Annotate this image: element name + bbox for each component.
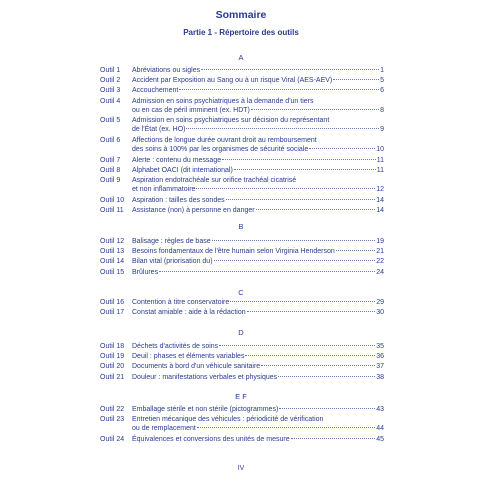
dot-leader bbox=[212, 240, 376, 241]
dot-leader bbox=[251, 109, 379, 110]
tool-number: Outil 21 bbox=[100, 373, 125, 381]
entry-title: Deuil : phases et éléments variables bbox=[132, 353, 245, 361]
page-ref: 21 bbox=[376, 248, 384, 256]
section-letter: C bbox=[238, 288, 244, 297]
entry-title: et non inflammatoire bbox=[132, 186, 196, 194]
tool-number: Outil 6 bbox=[100, 137, 121, 145]
entry-title: Affections de longue durée ouvrant droit au remboursement bbox=[132, 137, 317, 145]
dot-leader bbox=[201, 69, 379, 70]
page-ref: 38 bbox=[376, 373, 384, 381]
tool-number: Outil 12 bbox=[100, 238, 125, 245]
page-ref: 10 bbox=[376, 146, 384, 154]
page-number: IV bbox=[237, 465, 245, 472]
page-ref: 44 bbox=[376, 425, 384, 433]
entry-title: Admission en soins psychiatriques sur décision du représentant bbox=[132, 117, 330, 125]
entry-title: Besoins fondamentaux de l'être humain selon Virginia Henderson bbox=[132, 248, 335, 256]
dot-leader bbox=[196, 188, 375, 189]
tool-number: Outil 1 bbox=[100, 67, 121, 74]
page-title: Sommaire bbox=[215, 9, 267, 21]
dot-leader bbox=[226, 199, 376, 200]
section-letter: B bbox=[238, 222, 244, 231]
dot-leader bbox=[245, 355, 375, 356]
dot-leader bbox=[186, 128, 379, 129]
tool-number: Outil 11 bbox=[100, 207, 124, 215]
page-ref: 6 bbox=[380, 87, 384, 95]
entry-title: ou en cas de péril imminent (ex. HDT) bbox=[132, 106, 250, 114]
entry-title: Alerte : contenu du message bbox=[132, 157, 222, 164]
dot-leader bbox=[309, 148, 375, 149]
page-ref: 29 bbox=[376, 299, 384, 306]
entry-title: Documents à bord d'un véhicule sanitaire bbox=[132, 363, 261, 371]
tool-number: Outil 19 bbox=[100, 353, 125, 361]
dot-leader bbox=[179, 89, 379, 90]
tool-number: Outil 15 bbox=[100, 268, 125, 276]
page-ref: 43 bbox=[376, 406, 384, 413]
page-ref: 12 bbox=[376, 186, 384, 194]
entry-title: Contention à titre conservatoire bbox=[132, 299, 230, 306]
page-ref: 30 bbox=[376, 309, 384, 317]
entry-title: Douleur : manifestations verbales et physiques bbox=[132, 373, 278, 381]
tool-number: Outil 14 bbox=[100, 258, 125, 266]
tool-number: Outil 10 bbox=[100, 197, 125, 205]
tool-number: Outil 2 bbox=[100, 77, 121, 85]
entry-title: Accouchement bbox=[132, 87, 179, 95]
dot-leader bbox=[279, 408, 375, 409]
tool-number: Outil 16 bbox=[100, 299, 125, 306]
page-ref: 36 bbox=[376, 353, 384, 361]
tool-number: Outil 22 bbox=[100, 406, 125, 413]
entry-title: Entretien mécanique des véhicules : périodicité de vérification bbox=[132, 416, 324, 424]
tool-number: Outil 13 bbox=[100, 248, 125, 256]
page-ref: 8 bbox=[380, 106, 384, 114]
tool-number: Outil 7 bbox=[100, 157, 121, 164]
tool-number: Outil 4 bbox=[100, 97, 121, 105]
page-ref: 22 bbox=[376, 258, 384, 266]
page-ref: 9 bbox=[380, 126, 384, 134]
entry-title: de l'État (ex. HO) bbox=[132, 126, 186, 134]
page-ref: 1 bbox=[380, 67, 384, 74]
part-title: Partie 1 - Répertoire des outils bbox=[183, 28, 299, 37]
dot-leader bbox=[336, 250, 375, 251]
entry-title: Aspiration : tailles des sondes bbox=[132, 197, 225, 205]
page-ref: 24 bbox=[376, 268, 384, 276]
entry-title: Abréviations ou sigles bbox=[132, 67, 201, 74]
tool-number: Outil 24 bbox=[100, 436, 125, 443]
section-letter: E F bbox=[235, 392, 247, 401]
dot-leader bbox=[197, 427, 375, 428]
dot-leader bbox=[159, 271, 375, 272]
dot-leader bbox=[333, 79, 379, 80]
tool-number: Outil 3 bbox=[100, 87, 121, 95]
dot-leader bbox=[214, 260, 376, 261]
entry-title: Aspiration endotrachéale sur orifice trachéal cicatrisé bbox=[132, 177, 297, 185]
dot-leader bbox=[230, 301, 375, 302]
dot-leader bbox=[234, 169, 376, 170]
page-ref: 37 bbox=[376, 363, 384, 371]
page-ref: 19 bbox=[376, 238, 384, 245]
page-ref: 14 bbox=[376, 207, 384, 215]
entry-title: Accident par Exposition au Sang ou à un risque Viral (AES-AEV) bbox=[132, 77, 333, 85]
section-letter: D bbox=[238, 328, 244, 337]
entry-title: Balisage : règles de base bbox=[132, 238, 211, 245]
tool-number: Outil 20 bbox=[100, 363, 125, 371]
tool-number: Outil 9 bbox=[100, 177, 121, 185]
entry-title: Alphabet OACI (dit international) bbox=[132, 167, 233, 175]
page-ref: 11 bbox=[376, 167, 384, 175]
entry-title: Emballage stérile et non stérile (pictogrammes) bbox=[132, 406, 279, 413]
page-ref: 11 bbox=[376, 157, 384, 164]
tool-number: Outil 23 bbox=[100, 416, 125, 424]
entry-title: Déchets d'activités de soins bbox=[132, 343, 219, 350]
page-ref: 5 bbox=[380, 77, 384, 85]
page-ref: 14 bbox=[376, 197, 384, 205]
dot-leader bbox=[278, 376, 375, 377]
entry-title: Admission en soins psychiatriques à la demande d'un tiers bbox=[132, 97, 314, 105]
entry-title: ou de remplacement bbox=[132, 425, 196, 433]
tool-number: Outil 17 bbox=[100, 309, 125, 317]
entry-title: des soins à 100% par les organismes de sécurité sociale bbox=[132, 146, 309, 154]
dot-leader bbox=[291, 438, 376, 439]
entry-title: Constat amiable : aide à la rédaction bbox=[132, 309, 246, 317]
entry-title: Bilan vital (priorisation du) bbox=[132, 258, 213, 266]
section-letter: A bbox=[238, 53, 244, 62]
page-ref: 45 bbox=[376, 436, 384, 443]
tool-number: Outil 18 bbox=[100, 343, 125, 350]
dot-leader bbox=[261, 365, 375, 366]
entry-title: Assistance (non) à personne en danger bbox=[132, 207, 255, 215]
page-ref: 35 bbox=[376, 343, 384, 350]
dot-leader bbox=[219, 345, 375, 346]
entry-title: Équivalences et conversions des unités de mesure bbox=[132, 436, 290, 443]
dot-leader bbox=[256, 209, 376, 210]
tool-number: Outil 8 bbox=[100, 167, 121, 175]
dot-leader bbox=[247, 311, 376, 312]
entry-title: Brûlures bbox=[132, 268, 159, 276]
dot-leader bbox=[222, 159, 376, 160]
tool-number: Outil 5 bbox=[100, 117, 121, 125]
